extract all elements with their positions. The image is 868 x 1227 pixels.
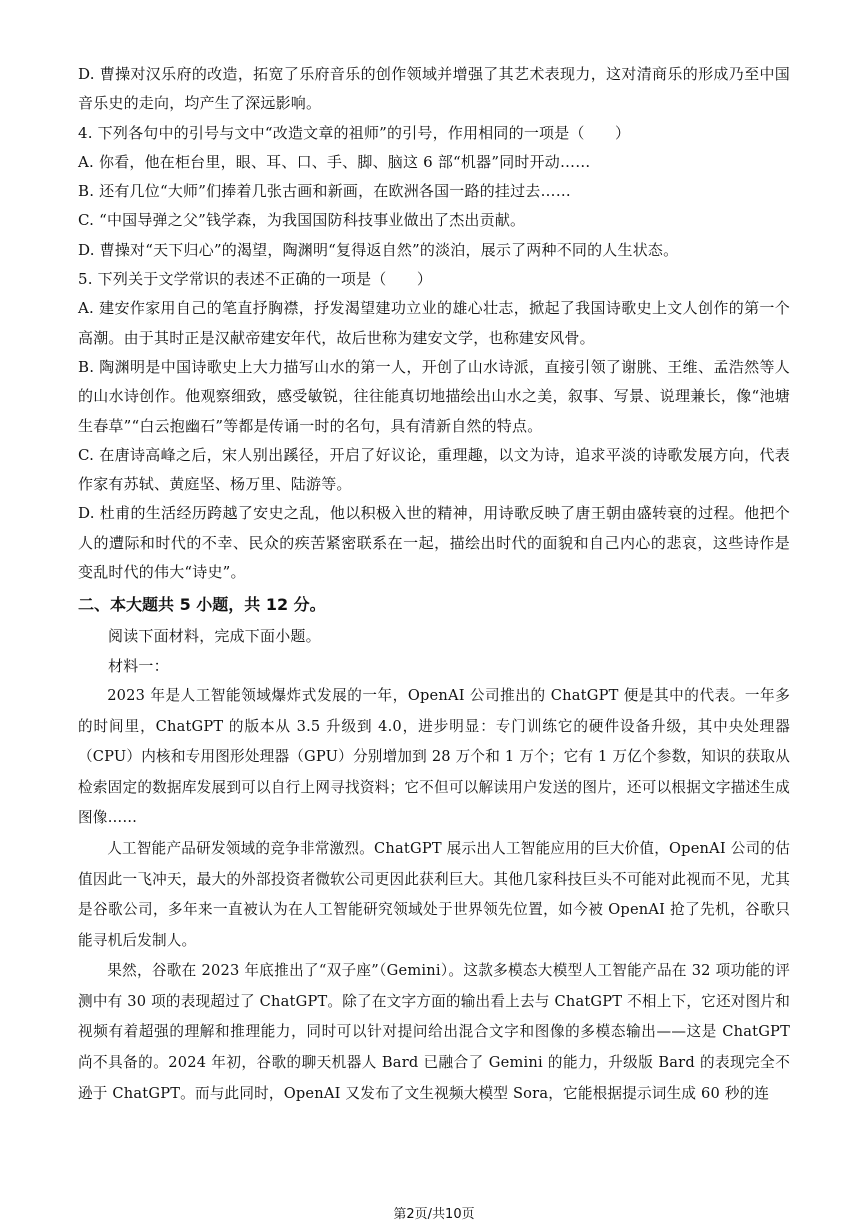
q4-option-a: A. 你看，他在柜台里，眼、耳、口、手、脚、脑这 6 部“机器”同时开动…… xyxy=(78,152,591,171)
material-paragraph: 果然，谷歌在 2023 年底推出了“双子座”（Gemini）。这款多模态大模型人工智能产品在 32 项功能的评测中有 30 项的表现超过了 ChatGPT。除了在文字方面的输出看上去与 ChatGPT 不相上下，它还对图片和视频有着超强的理解和推理能力，同时可以针对提问给出混合文字和图像的多模态输出——这是 ChatGPT 尚不具备的。2024 年初，谷歌的聊天机器人 Bard 已融合了 Gemini 的能力，升级版 Bard 的表现完全不逊于 ChatGPT。而与此同时，OpenAI 又发布了文生视频大模型 Sora，它能根据提示词生成 60 秒的连 xyxy=(78,962,790,1102)
q5-option-d: D. 杜甫的生活经历跨越了安史之乱，他以积极入世的精神，用诗歌反映了唐王朝由盛转衰的过程。他把个人的遭际和时代的不幸、民众的疾苦紧密联系在一起，描绘出时代的面貌和自己内心的悲哀，这些诗作是变乱时代的伟大“诗史”。 xyxy=(78,504,790,582)
q5-option-b: B. 陶渊明是中国诗歌史上大力描写山水的第一人，开创了山水诗派，直接引领了谢朓、王维、孟浩然等人的山水诗创作。他观察细致，感受敏锐，往往能真切地描绘出山水之美，叙事、写景、说理兼长，像“池塘生春草”“白云抱幽石”等都是传诵一时的名句，具有清新自然的特点。 xyxy=(78,357,790,435)
q5-stem: 5. 下列关于文学常识的表述不正确的一项是（ ） xyxy=(78,270,433,289)
material-paragraph: 2023 年是人工智能领域爆炸式发展的一年，OpenAI 公司推出的 ChatGPT 便是其中的代表。一年多的时间里，ChatGPT 的版本从 3.5 升级到 4.0，进步明显：专门训练它的硬件设备升级，其中央处理器（CPU）内核和专用图形处理器（GPU）分别增加到 28 万个和 1 万个；它有 1 万亿个参数，知识的获取从检索固定的数据库发展到可以自行上网寻找资料；它不但可以解读用户发送的图片，还可以根据文字描述生成图像…… xyxy=(78,686,790,827)
q4-option-c: C. “中国导弹之父”钱学森，为我国国防科技事业做出了杰出贡献。 xyxy=(78,211,526,230)
section-2-title: 二、本大题共 5 小题，共 12 分。 xyxy=(78,595,326,615)
material-one xyxy=(78,681,790,1109)
material-paragraph: 人工智能产品研发领域的竞争非常激烈。ChatGPT 展示出人工智能应用的巨大价值，OpenAI 公司的估值因此一飞冲天，最大的外部投资者微软公司更因此获利巨大。其他几家科技巨头不可能对此视而不见，尤其是谷歌公司，多年来一直被认为在人工智能研究领域处于世界领先位置，如今被 OpenAI 抢了先机，谷歌只能寻机后发制人。 xyxy=(78,839,790,949)
q5-option-a: A. 建安作家用自己的笔直抒胸襟，抒发渴望建功立业的雄心壮志，掀起了我国诗歌史上文人创作的第一个高潮。由于其时正是汉献帝建安年代，故后世称为建安文学，也称建安风骨。 xyxy=(78,299,790,347)
q4-option-d: D. 曹操对“天下归心”的渴望，陶渊明“复得返自然”的淡泊，展示了两种不同的人生状态。 xyxy=(78,240,679,259)
q4-option-b: B. 还有几位“大师”们捧着几张古画和新画，在欧洲各国一路的挂过去…… xyxy=(78,182,571,201)
q4-stem: 4. 下列各句中的引号与文中“改造文章的祖师”的引号，作用相同的一项是（ ） xyxy=(78,123,631,142)
section-2-instruction: 阅读下面材料，完成下面小题。 xyxy=(108,627,321,646)
page-number: 第2页/共10页 xyxy=(393,1207,475,1222)
q5-option-c: C. 在唐诗高峰之后，宋人别出蹊径，开启了好议论，重理趣，以文为诗，追求平淡的诗歌发展方向，代表作家有苏轼、黄庭坚、杨万里、陆游等。 xyxy=(78,445,790,494)
q3-option-d: D. 曹操对汉乐府的改造，拓宽了乐府音乐的创作领域并增强了其艺术表现力，这对清商乐的形成乃至中国音乐史的走向，均产生了深远影响。 xyxy=(78,65,790,113)
material-label: 材料一： xyxy=(108,656,169,675)
